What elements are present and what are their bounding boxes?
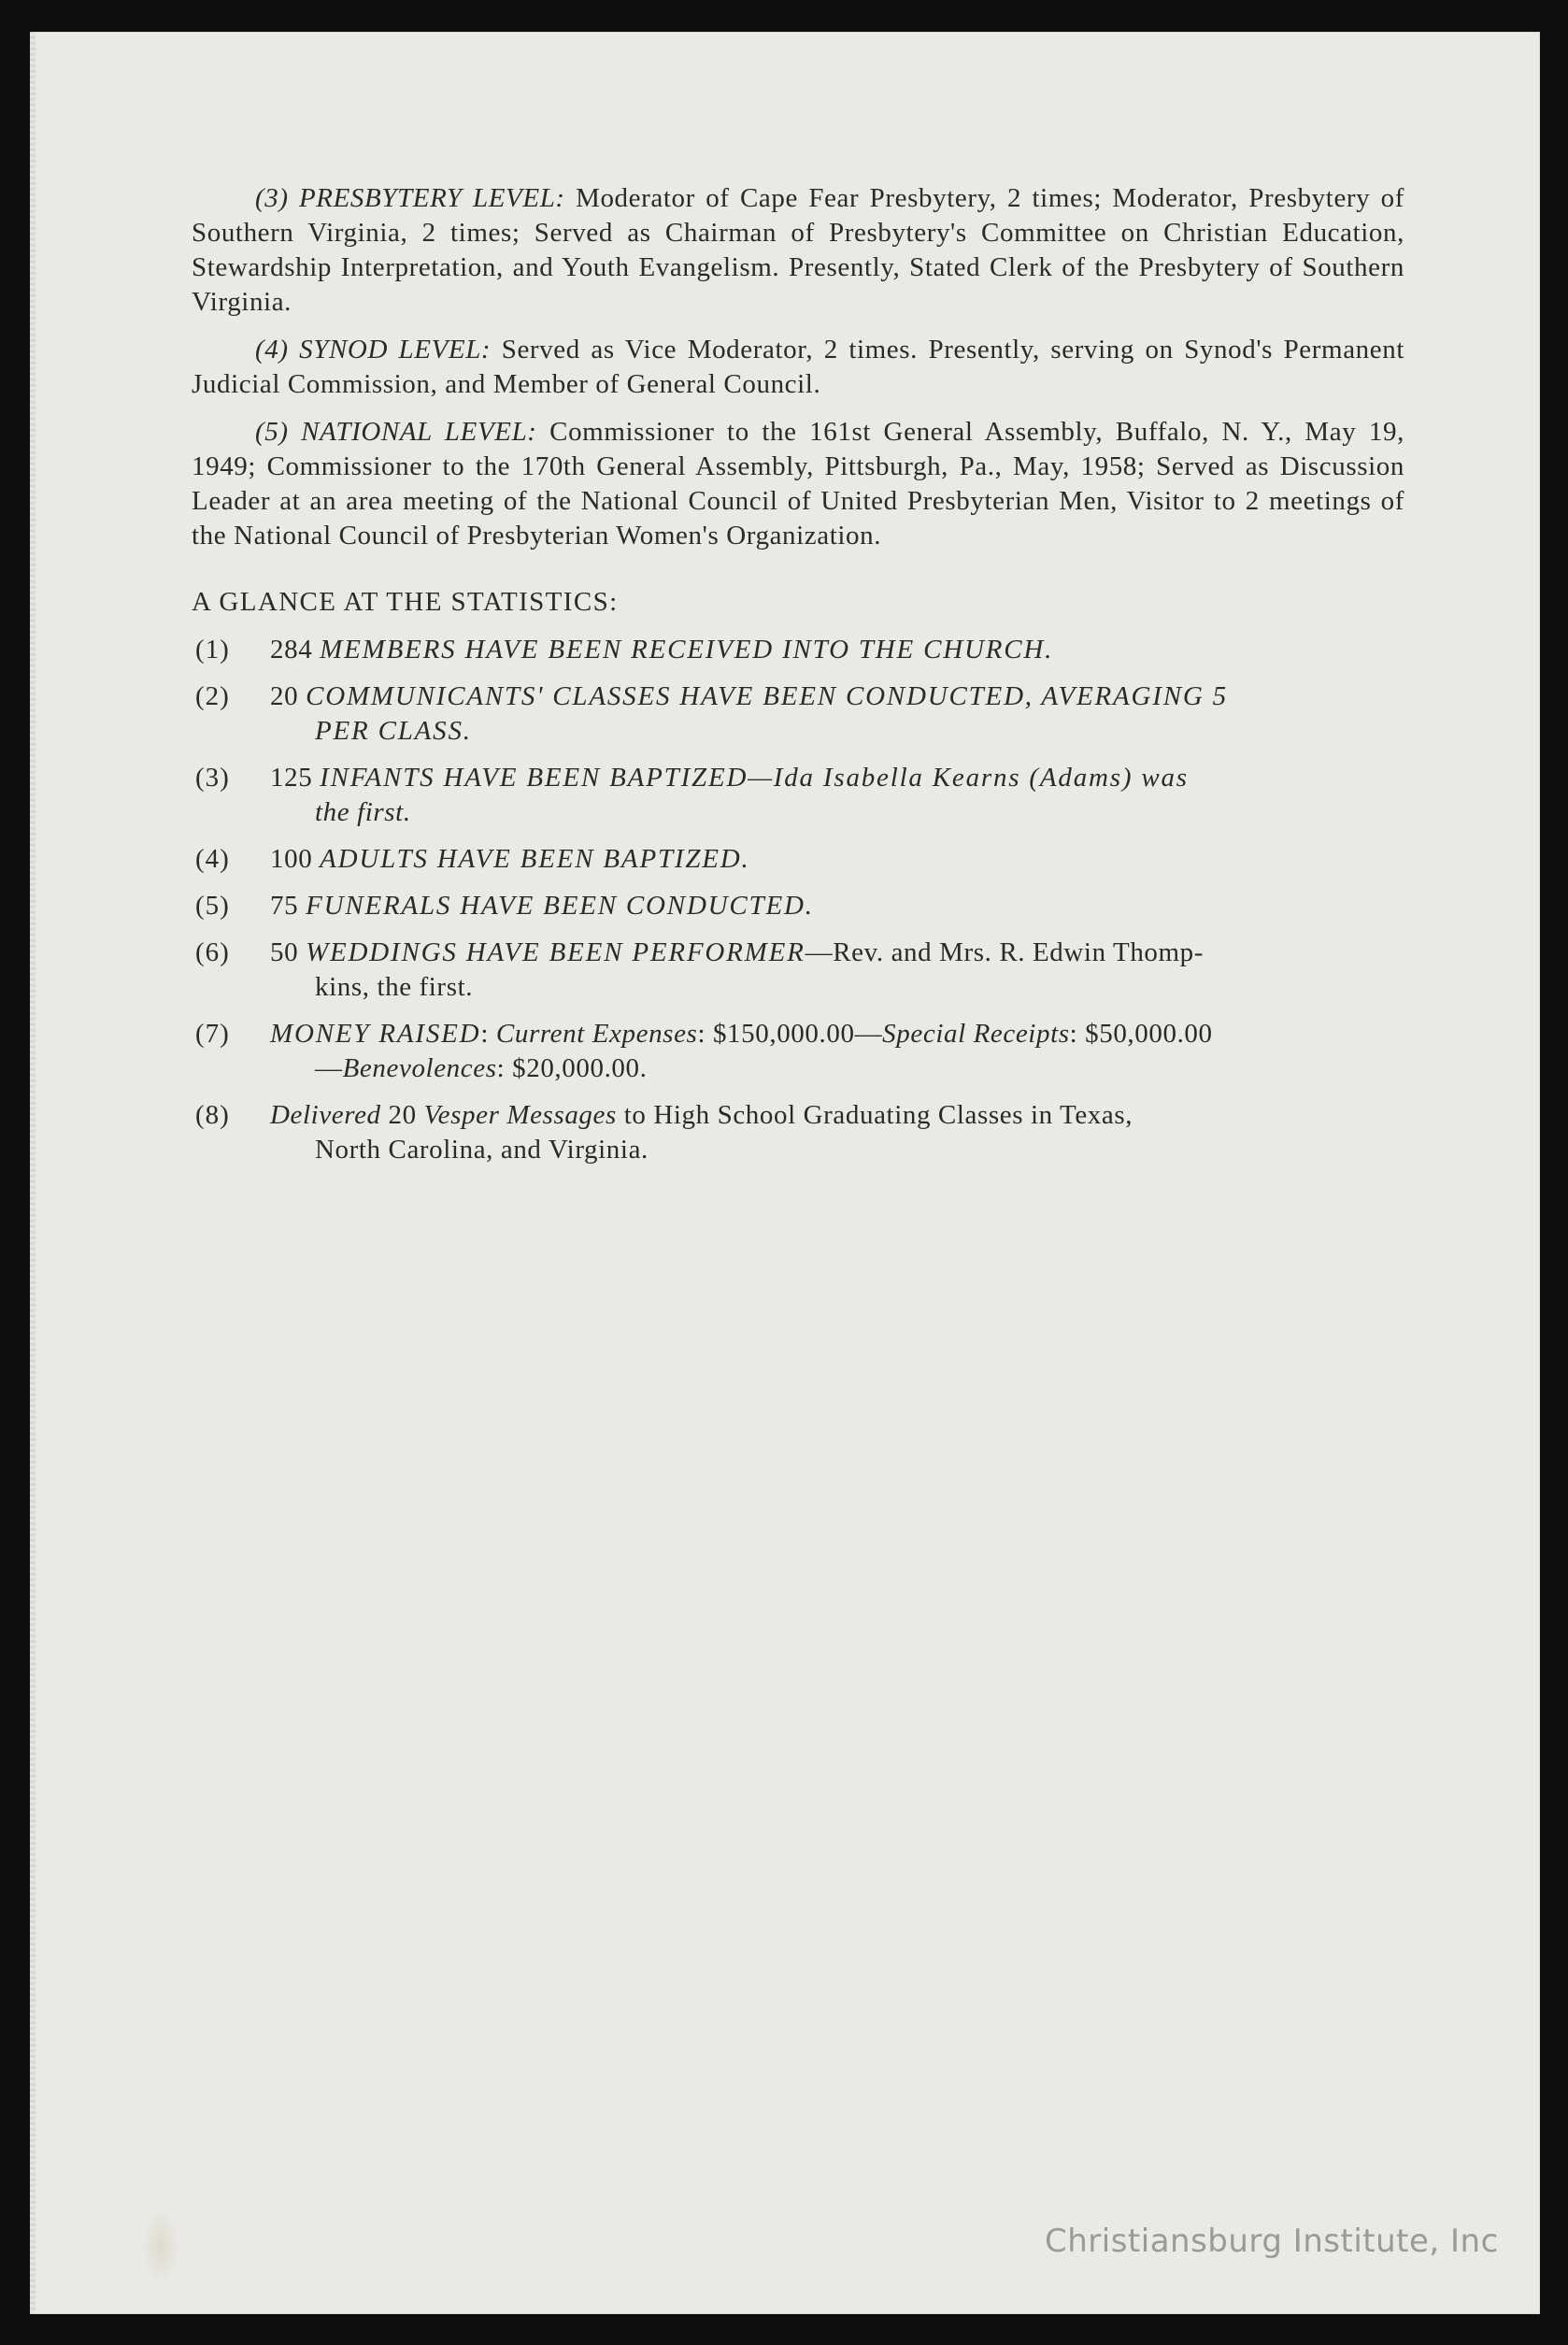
statistics-item-continuation: North Carolina, and Virginia. [315, 1135, 649, 1165]
paper-stain [142, 2209, 179, 2284]
statistics-item-8 [192, 1098, 1404, 1167]
watermark-text: Christiansburg Institute, Inc [1045, 2223, 1499, 2260]
statistics-item-6 [192, 936, 1404, 1005]
statistics-heading: A GLANCE AT THE STATISTICS: [192, 587, 619, 617]
benevolences-label: Benevolences [342, 1053, 497, 1083]
statistics-item-1 [192, 633, 1404, 667]
statistics-item-number: (8) [195, 1100, 230, 1130]
statistics-item-text [270, 842, 1404, 877]
vesper-rest: to High School Graduating Classes in Texas, [616, 1100, 1133, 1130]
special-receipts-label: Special Receipts [882, 1019, 1070, 1049]
statistics-item-2 [192, 679, 1404, 749]
statistics-item-number: (4) [195, 844, 230, 874]
statistics-item-label: FUNERALS HAVE BEEN CONDUCTED. [306, 891, 814, 921]
current-expenses-label: Current Expenses [495, 1019, 698, 1049]
presbytery-level-paragraph [192, 181, 1404, 320]
statistics-item-text [270, 761, 1404, 795]
statistics-item-4 [192, 842, 1404, 877]
delivered-label: Delivered [270, 1100, 381, 1130]
special-receipts-value: $50,000.00 [1085, 1019, 1213, 1049]
statistics-list [192, 633, 1404, 1167]
statistics-item-number: (7) [195, 1019, 230, 1049]
statistics-item-number: (3) [195, 763, 230, 793]
statistics-item-count: 125 [270, 763, 321, 793]
statistics-item-number: (6) [195, 937, 230, 967]
statistics-item-label: COMMUNICANTS' CLASSES HAVE BEEN CONDUCTED, AVERAGING 5 [306, 681, 1228, 711]
statistics-item-number: (1) [195, 635, 230, 665]
statistics-item-text [270, 889, 1404, 923]
statistics-item-continuation: the first. [315, 797, 411, 827]
statistics-item-7 [192, 1017, 1404, 1086]
paper-deckle-edge [30, 32, 36, 2314]
statistics-item-3 [192, 761, 1404, 830]
statistics-item-count: 284 [270, 635, 321, 665]
statistics-item-label: ADULTS HAVE BEEN BAPTIZED. [320, 844, 750, 874]
benevolences-value: $20,000.00. [512, 1053, 648, 1083]
current-expenses-value: $150,000.00 [712, 1019, 855, 1049]
statistics-item-label: MEMBERS HAVE BEEN RECEIVED INTO THE CHURCH. [320, 635, 1054, 665]
vesper-count: 20 [380, 1100, 424, 1130]
statistics-item-text: MONEY RAISED: Current Expenses: $150,000.00—Special Receipts: $50,000.00 [270, 1019, 1213, 1049]
money-raised-label: MONEY RAISED [270, 1019, 481, 1049]
statistics-item-number: (2) [195, 681, 230, 711]
statistics-item-count: 100 [270, 844, 321, 874]
statistics-item-text [270, 936, 1404, 970]
synod-level-label: (4) SYNOD LEVEL: [255, 335, 492, 365]
statistics-item-count: 50 [270, 937, 306, 967]
national-level-label: (5) NATIONAL LEVEL: [255, 417, 537, 447]
document-body [192, 181, 1404, 1180]
presbytery-level-label: (3) PRESBYTERY LEVEL: [255, 183, 565, 213]
statistics-item-text [270, 633, 1404, 667]
statistics-item-label: WEDDINGS HAVE BEEN PERFORMER [306, 937, 805, 967]
national-level-text: Commissioner to the 161st General Assembly, Buffalo, N. Y., May 19, 1949; Commissioner to the 170th General Assembly, Pittsburgh, Pa., May, 1958; Served as Discussion Leader at an area meeting of the National Council of United Presbyterian Men, Visitor to 2 meetings of the National Council of Presbyterian Women's Organization. [192, 417, 1404, 551]
presbytery-level-text: Moderator of Cape Fear Presbytery, 2 times; Moderator, Presbytery of Southern Virginia, 2 times; Served as Chairman of Presbytery's Committee on Christian Education, Stewardship Interpretation, and Youth Evangelism. Presently, Stated Clerk of the Presbytery of Southern Virginia. [192, 183, 1405, 317]
national-level-paragraph [192, 415, 1404, 553]
statistics-item-count: 75 [270, 891, 306, 921]
statistics-item-tail: —Rev. and Mrs. R. Edwin Thomp- [805, 937, 1205, 967]
synod-level-text: Served as Vice Moderator, 2 times. Presently, serving on Synod's Permanent Judicial Commission, and Member of General Council. [192, 335, 1404, 399]
statistics-item-number: (5) [195, 891, 230, 921]
statistics-item-5 [192, 889, 1404, 923]
statistics-item-text [270, 1098, 1404, 1133]
synod-level-paragraph [192, 333, 1404, 402]
statistics-item-continuation: kins, the first. [315, 972, 474, 1002]
vesper-messages-label: Vesper Messages [423, 1100, 617, 1130]
statistics-item-label: INFANTS HAVE BEEN BAPTIZED—Ida Isabella Kearns (Adams) was [320, 763, 1189, 793]
statistics-item-continuation: —Benevolences: $20,000.00. [315, 1053, 648, 1083]
statistics-item-continuation: PER CLASS. [315, 716, 472, 746]
statistics-item-count: 20 [270, 681, 306, 711]
statistics-item-text [270, 679, 1404, 714]
